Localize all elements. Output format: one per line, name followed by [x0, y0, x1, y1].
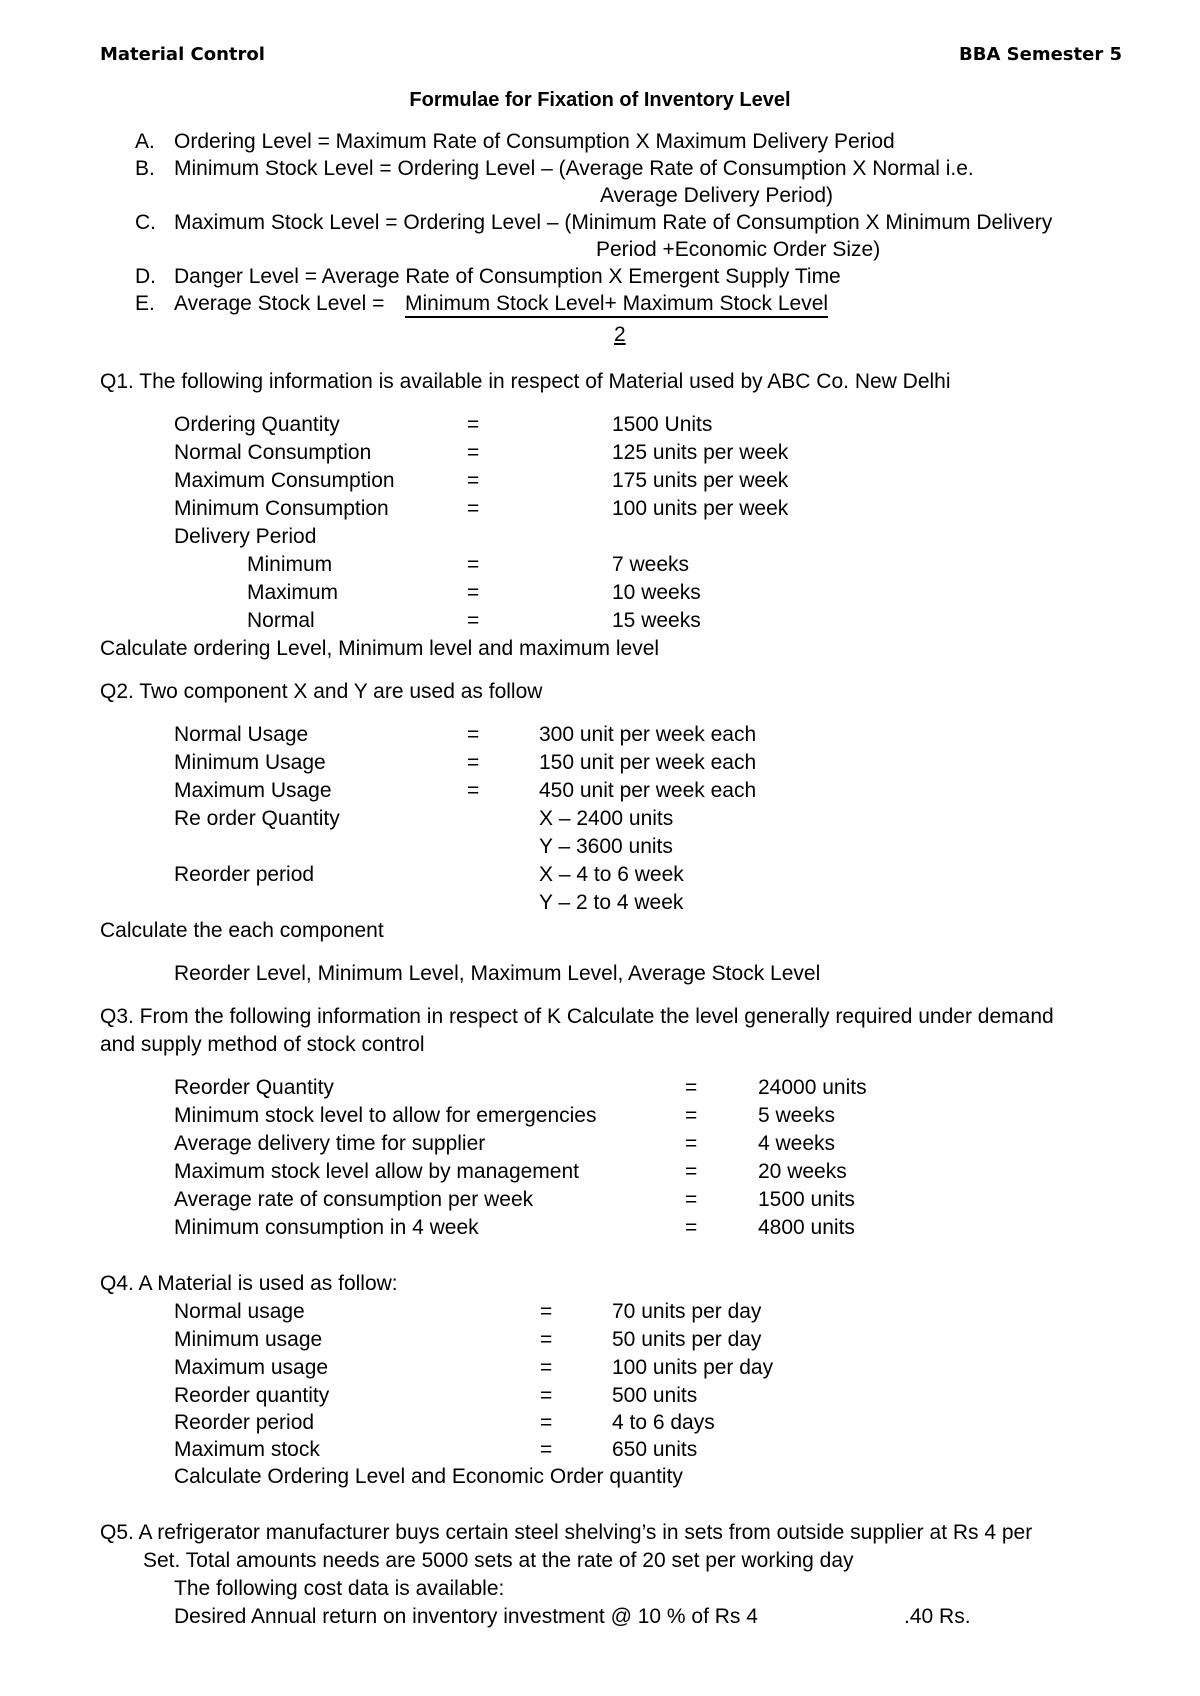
q2-eq: = — [467, 723, 480, 746]
q4-value: 50 units per day — [612, 1328, 762, 1351]
q4-label: Minimum usage — [174, 1328, 323, 1351]
q3-value: 5 weeks — [758, 1104, 836, 1127]
q2-eq: = — [467, 779, 480, 802]
q3-label: Maximum stock level allow by management — [174, 1160, 579, 1183]
q2-value: X – 4 to 6 week — [539, 863, 684, 886]
q3-label: Average rate of consumption per week — [174, 1188, 534, 1211]
q4-question: Q4. A Material is used as follow: — [100, 1272, 398, 1295]
formula-letter: E. — [135, 292, 155, 315]
formula-denominator: 2 — [614, 323, 626, 346]
formula-line: Danger Level = Average Rate of Consumption X Emergent Supply Time — [174, 265, 841, 288]
q1-label: Ordering Quantity — [174, 413, 340, 436]
q1-eq: = — [467, 497, 480, 520]
formula-line: Minimum Stock Level = Ordering Level – (Average Rate of Consumption X Normal i.e. — [174, 157, 974, 180]
q1-label: Delivery Period — [174, 525, 317, 548]
q5-line1: Q5. A refrigerator manufacturer buys certain steel shelving’s in sets from outside supplier at Rs 4 per — [100, 1521, 1033, 1544]
q4-eq: = — [540, 1438, 553, 1461]
q4-label: Maximum usage — [174, 1356, 329, 1379]
q2-question: Q2. Two component X and Y are used as follow — [100, 680, 543, 703]
q1-value: 100 units per week — [612, 497, 789, 520]
q1-value: 15 weeks — [612, 609, 701, 632]
q1-label: Maximum — [247, 581, 339, 604]
q3-label: Reorder Quantity — [174, 1076, 334, 1099]
q1-value: 7 weeks — [612, 553, 690, 576]
q3-value: 1500 units — [758, 1188, 855, 1211]
q1-eq: = — [467, 553, 480, 576]
q1-eq: = — [467, 469, 480, 492]
q1-value: 10 weeks — [612, 581, 701, 604]
q1-value: 1500 Units — [612, 413, 713, 436]
q3-eq: = — [685, 1104, 698, 1127]
q4-eq: = — [540, 1384, 553, 1407]
q2-label: Maximum Usage — [174, 779, 332, 802]
q4-value: 4 to 6 days — [612, 1411, 715, 1434]
q4-label: Normal usage — [174, 1300, 305, 1323]
formula-line: Period +Economic Order Size) — [596, 238, 881, 261]
q1-label: Minimum Consumption — [174, 497, 389, 520]
q1-eq: = — [467, 413, 480, 436]
q3-question-line2: and supply method of stock control — [100, 1033, 425, 1056]
q2-label: Minimum Usage — [174, 751, 326, 774]
q3-value: 4 weeks — [758, 1132, 836, 1155]
q5-line4-value: .40 Rs. — [904, 1605, 971, 1628]
q3-label: Minimum consumption in 4 week — [174, 1216, 479, 1239]
q1-label: Normal — [247, 609, 315, 632]
q1-eq: = — [467, 609, 480, 632]
q4-eq: = — [540, 1328, 553, 1351]
q5-line3: The following cost data is available: — [174, 1577, 505, 1600]
q2-value: 450 unit per week each — [539, 779, 757, 802]
q3-eq: = — [685, 1160, 698, 1183]
q3-eq: = — [685, 1188, 698, 1211]
q4-label: Maximum stock — [174, 1438, 320, 1461]
q2-eq: = — [467, 751, 480, 774]
formula-letter: C. — [135, 211, 156, 234]
q4-label: Reorder period — [174, 1411, 315, 1434]
formula-line: Maximum Stock Level = Ordering Level – (Minimum Rate of Consumption X Minimum Delivery — [174, 211, 1053, 234]
q1-eq: = — [467, 441, 480, 464]
q4-footer: Calculate Ordering Level and Economic Order quantity — [174, 1465, 683, 1488]
q3-value: 4800 units — [758, 1216, 855, 1239]
q3-eq: = — [685, 1132, 698, 1155]
q4-eq: = — [540, 1300, 553, 1323]
header-left: Material Control — [100, 44, 265, 65]
formula-letter: D. — [135, 265, 156, 288]
q3-value: 20 weeks — [758, 1160, 847, 1183]
header-right: BBA Semester 5 — [959, 44, 1122, 65]
formula-prefix: Average Stock Level = — [174, 292, 385, 315]
q2-footer: Calculate the each component — [100, 919, 384, 942]
q2-label: Normal Usage — [174, 723, 309, 746]
q4-eq: = — [540, 1411, 553, 1434]
q2-value: 150 unit per week each — [539, 751, 757, 774]
q5-line4-label: Desired Annual return on inventory investment @ 10 % of Rs 4 — [174, 1605, 758, 1628]
q1-question: Q1. The following information is available in respect of Material used by ABC Co. New Delhi — [100, 370, 951, 393]
q2-label: Reorder period — [174, 863, 315, 886]
q1-footer: Calculate ordering Level, Minimum level and maximum level — [100, 637, 660, 660]
q1-label: Maximum Consumption — [174, 469, 395, 492]
q4-value: 70 units per day — [612, 1300, 762, 1323]
q3-eq: = — [685, 1216, 698, 1239]
formula-line: Average Delivery Period) — [600, 184, 834, 207]
q1-label: Minimum — [247, 553, 333, 576]
page-title: Formulae for Fixation of Inventory Level — [409, 89, 791, 111]
q2-footer-levels: Reorder Level, Minimum Level, Maximum Level, Average Stock Level — [174, 962, 821, 985]
q3-label: Average delivery time for supplier — [174, 1132, 486, 1155]
q4-label: Reorder quantity — [174, 1384, 330, 1407]
q4-value: 500 units — [612, 1384, 698, 1407]
q1-label: Normal Consumption — [174, 441, 372, 464]
q2-value: X – 2400 units — [539, 807, 674, 830]
formula-line: Ordering Level = Maximum Rate of Consumption X Maximum Delivery Period — [174, 130, 895, 153]
q1-value: 175 units per week — [612, 469, 789, 492]
q4-value: 650 units — [612, 1438, 698, 1461]
q3-value: 24000 units — [758, 1076, 867, 1099]
q5-line2: Set. Total amounts needs are 5000 sets at the rate of 20 set per working day — [143, 1549, 854, 1572]
formula-letter: B. — [135, 157, 155, 180]
q2-value: 300 unit per week each — [539, 723, 757, 746]
q3-label: Minimum stock level to allow for emergencies — [174, 1104, 597, 1127]
formula-letter: A. — [135, 130, 155, 153]
q4-value: 100 units per day — [612, 1356, 774, 1379]
q1-eq: = — [467, 581, 480, 604]
q3-eq: = — [685, 1076, 698, 1099]
q2-value: Y – 2 to 4 week — [539, 891, 684, 914]
q2-value: Y – 3600 units — [539, 835, 673, 858]
formula-numerator: Minimum Stock Level+ Maximum Stock Level — [405, 292, 828, 318]
q3-question-line1: Q3. From the following information in respect of K Calculate the level generally required under demand — [100, 1005, 1054, 1028]
q4-eq: = — [540, 1356, 553, 1379]
q2-label: Re order Quantity — [174, 807, 340, 830]
q1-value: 125 units per week — [612, 441, 789, 464]
